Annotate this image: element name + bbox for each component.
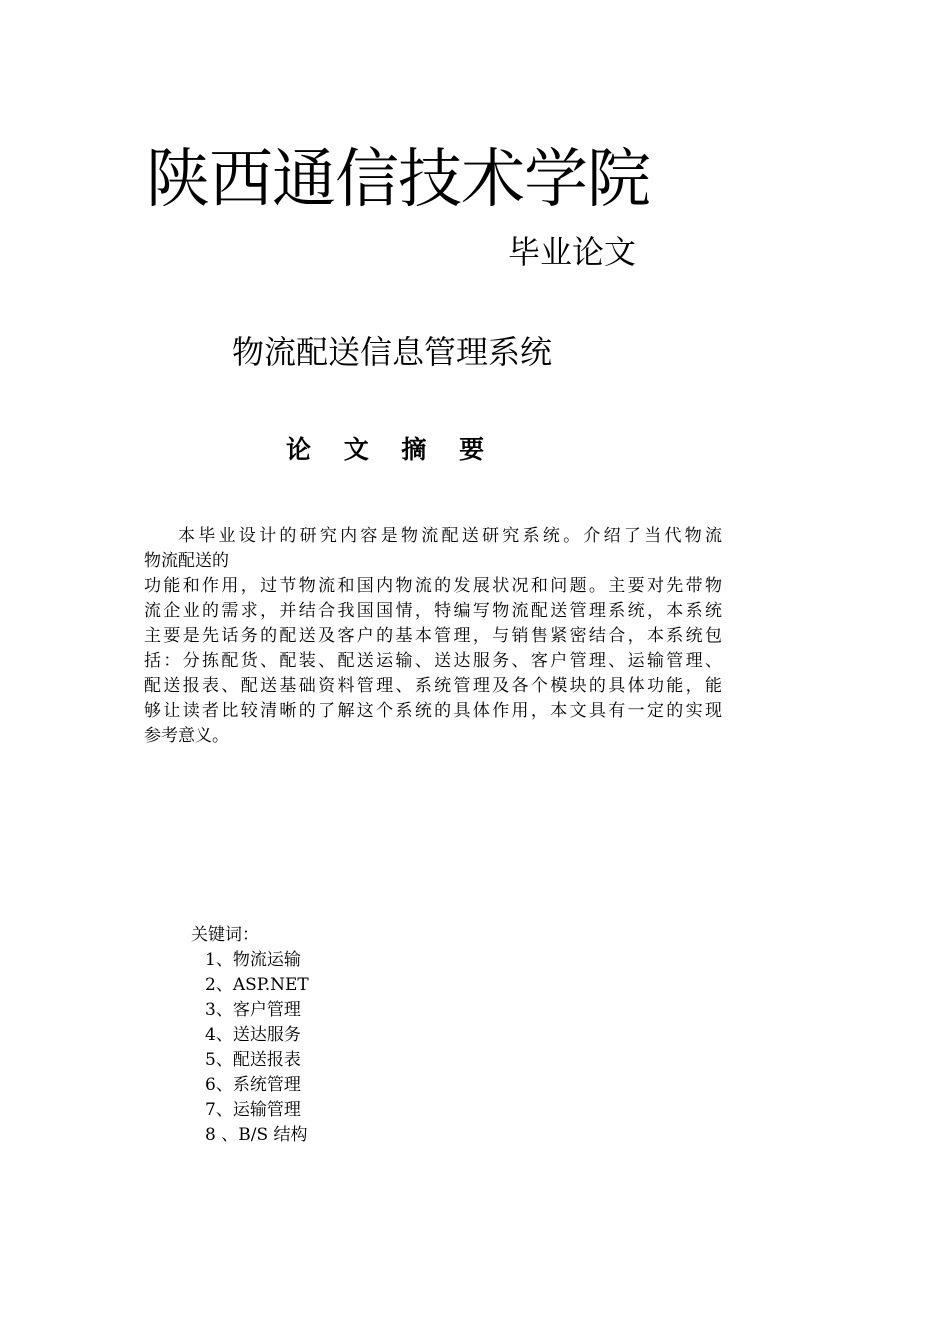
keyword-item: 4、送达服务 — [205, 1025, 301, 1045]
thesis-type-label: 毕业论文 — [508, 233, 637, 271]
keywords-section — [191, 923, 491, 1148]
keyword-item: 2、ASP.NET — [205, 975, 309, 995]
abstract-line: 物流配送的 — [144, 551, 229, 571]
keyword-item: 6、系统管理 — [205, 1075, 301, 1095]
keyword-item: 1、物流运输 — [205, 950, 301, 970]
abstract-line: 本毕业设计的研究内容是物流配送研究系统。介绍了当代物流 — [178, 526, 722, 546]
abstract-line: 流企业的需求，并结合我国国情，特编写物流配送管理系统，本系统 — [144, 601, 722, 621]
abstract-heading: 论 文 摘 要 — [286, 435, 497, 464]
abstract-line: 参考意义。 — [144, 726, 229, 746]
keyword-item: 8 、B/S 结构 — [205, 1125, 308, 1145]
abstract-body — [144, 524, 722, 749]
keywords-label: 关键词： — [191, 925, 259, 945]
keyword-list — [191, 948, 491, 1148]
abstract-line: 主要是先话务的配送及客户的基本管理，与销售紧密结合，本系统包 — [144, 626, 722, 646]
school-name: 陕西通信技术学院 — [146, 143, 650, 217]
abstract-line: 够让读者比较清晰的了解这个系统的具体作用，本文具有一定的实现 — [144, 701, 722, 721]
abstract-line: 括：分拣配货、配装、配送运输、送达服务、客户管理、运输管理、 — [144, 651, 722, 671]
keyword-item: 7、运输管理 — [205, 1100, 301, 1120]
abstract-line: 配送报表、配送基础资料管理、系统管理及各个模块的具体功能，能 — [144, 676, 722, 696]
keyword-item: 3、客户管理 — [205, 1000, 301, 1020]
keyword-item: 5、配送报表 — [205, 1050, 301, 1070]
thesis-title: 物流配送信息管理系统 — [232, 333, 553, 371]
abstract-line: 功能和作用，过节物流和国内物流的发展状况和问题。主要对先带物 — [144, 576, 722, 596]
